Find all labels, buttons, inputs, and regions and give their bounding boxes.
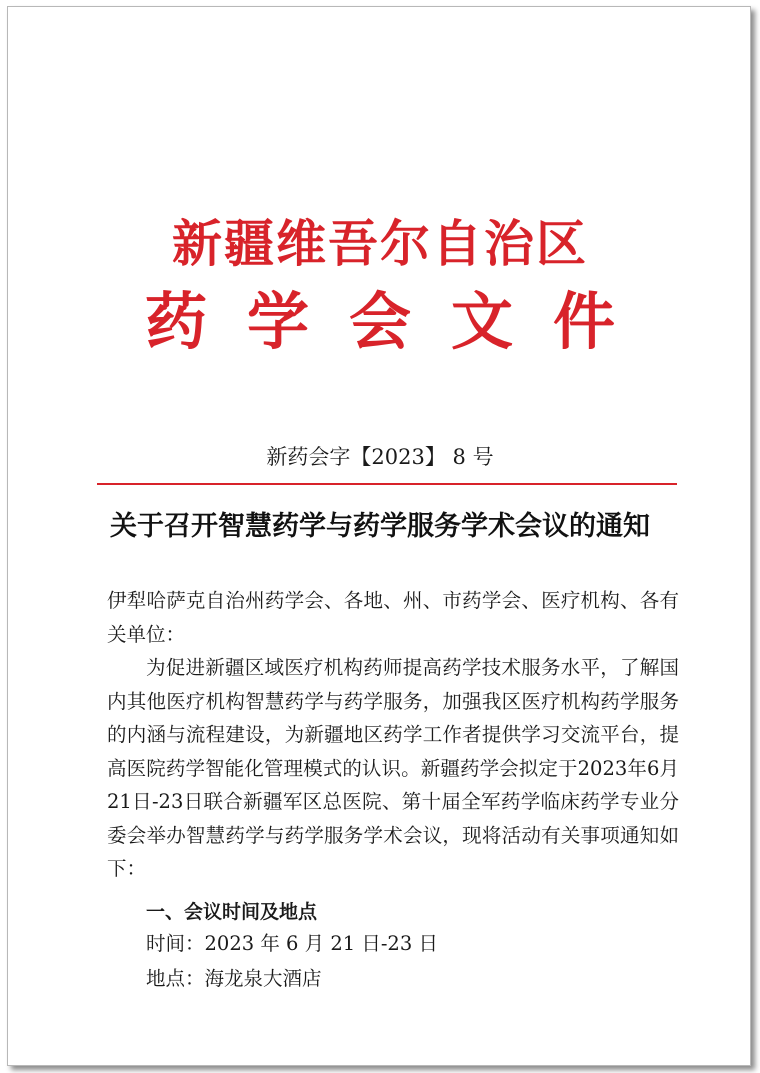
issuing-organization: 新疆维吾尔自治区 [172,214,588,273]
salutation: 伊犁哈萨克自治州药学会、各地、州、市药学会、医疗机构、各有关单位： [107,589,679,646]
section-heading: 一、会议时间及地点 [146,901,318,923]
meeting-time: 时间：2023 年 6 月 21 日-23 日 [146,932,438,955]
document-number: 新药会字【2023】 8 号 [266,445,494,469]
notice-title: 关于召开智慧药学与药学服务学术会议的通知 [110,511,650,542]
red-divider-line [97,483,677,485]
body-paragraph: 为促进新疆区域医疗机构药师提高药学技术服务水平，了解国内其他医疗机构智慧药学与药学服务，加强我区医疗机构药学服务的内涵与流程建设，为新疆地区药学工作者提供学习交流平台，提高医院药学智能化管理模式的认识。新疆药学会拟定于2023年6月21日-23日联合新疆军区总医院、第十届全军药学临床药学专业分委会举办智慧药学与药学服务学术会议，现将活动有关事项通知如下： [107,656,679,880]
meeting-place: 地点：海龙泉大酒店 [146,967,322,990]
document-type-heading: 药学会文件 [144,285,655,358]
